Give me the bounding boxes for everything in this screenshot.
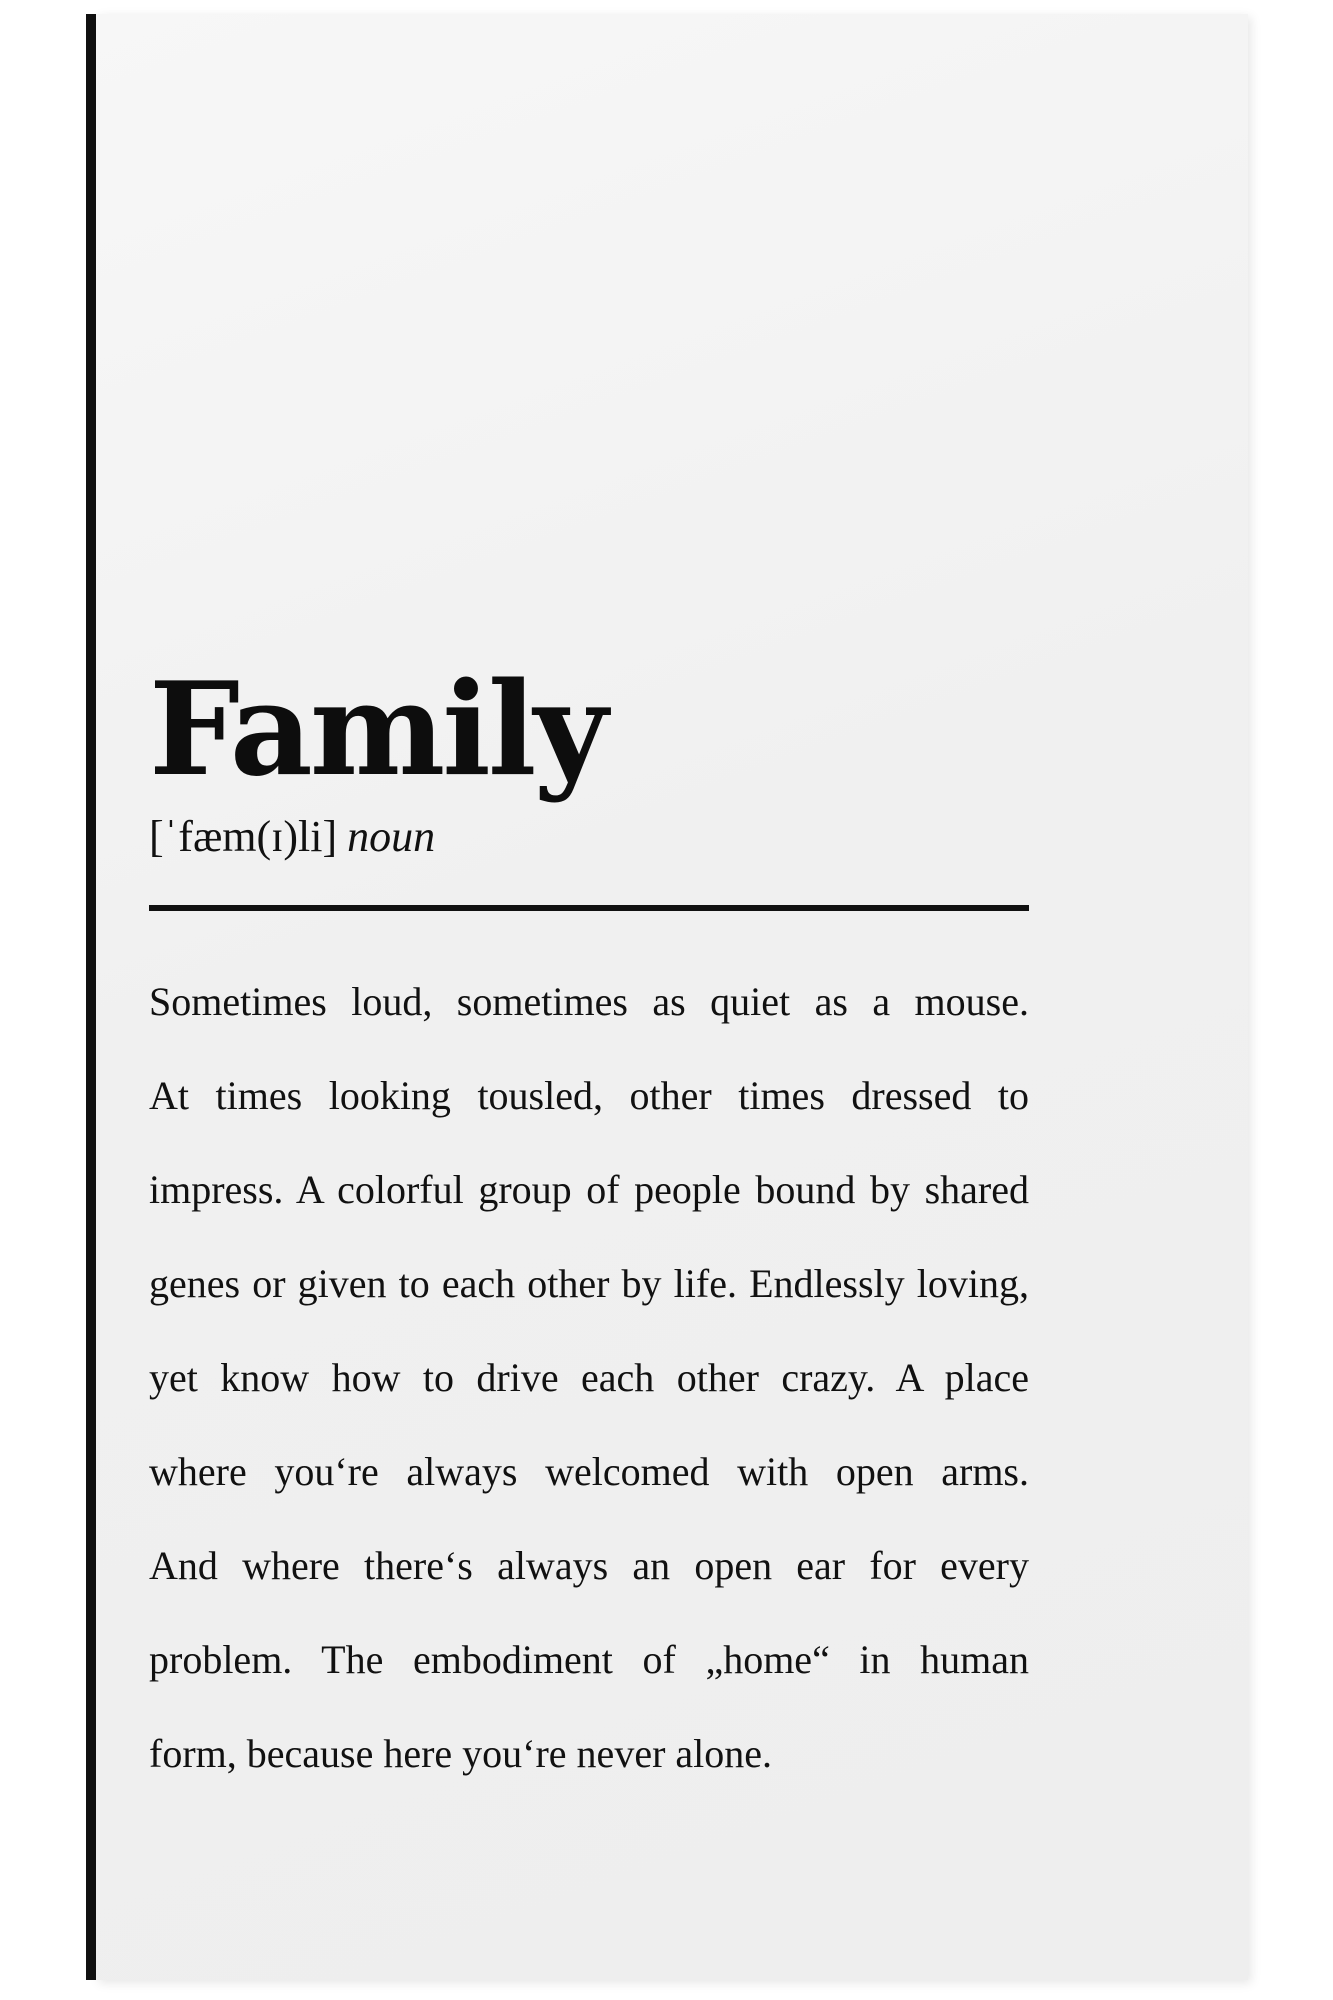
word-title: Family [149, 655, 605, 805]
definition-line: problem. The embodiment of „home“ in human [149, 1637, 1029, 1682]
definition-text [149, 955, 1029, 1801]
definition-line: And where there‘s always an open ear for every [149, 1543, 1029, 1588]
part-of-speech: noun [347, 812, 436, 861]
canvas-edge [86, 14, 96, 1980]
definition-line: At times looking tousled, other times dressed to [149, 1073, 1029, 1118]
pronunciation: [ˈfæm(ɪ)li] [149, 812, 338, 861]
definition-line: Sometimes loud, sometimes as quiet as a mouse. [149, 979, 1029, 1024]
definition-card [149, 655, 1029, 1801]
definition-line: impress. A colorful group of people bound by shared [149, 1167, 1029, 1212]
definition-line: yet know how to drive each other crazy. A place [149, 1355, 1029, 1400]
definition-line: form, because here you‘re never alone. [149, 1731, 773, 1776]
definition-line: where you‘re always welcomed with open arms. [149, 1449, 1029, 1494]
definition-line: genes or given to each other by life. Endlessly loving, [149, 1261, 1029, 1306]
pronunciation-row [149, 809, 1029, 865]
divider-rule [149, 905, 1029, 911]
